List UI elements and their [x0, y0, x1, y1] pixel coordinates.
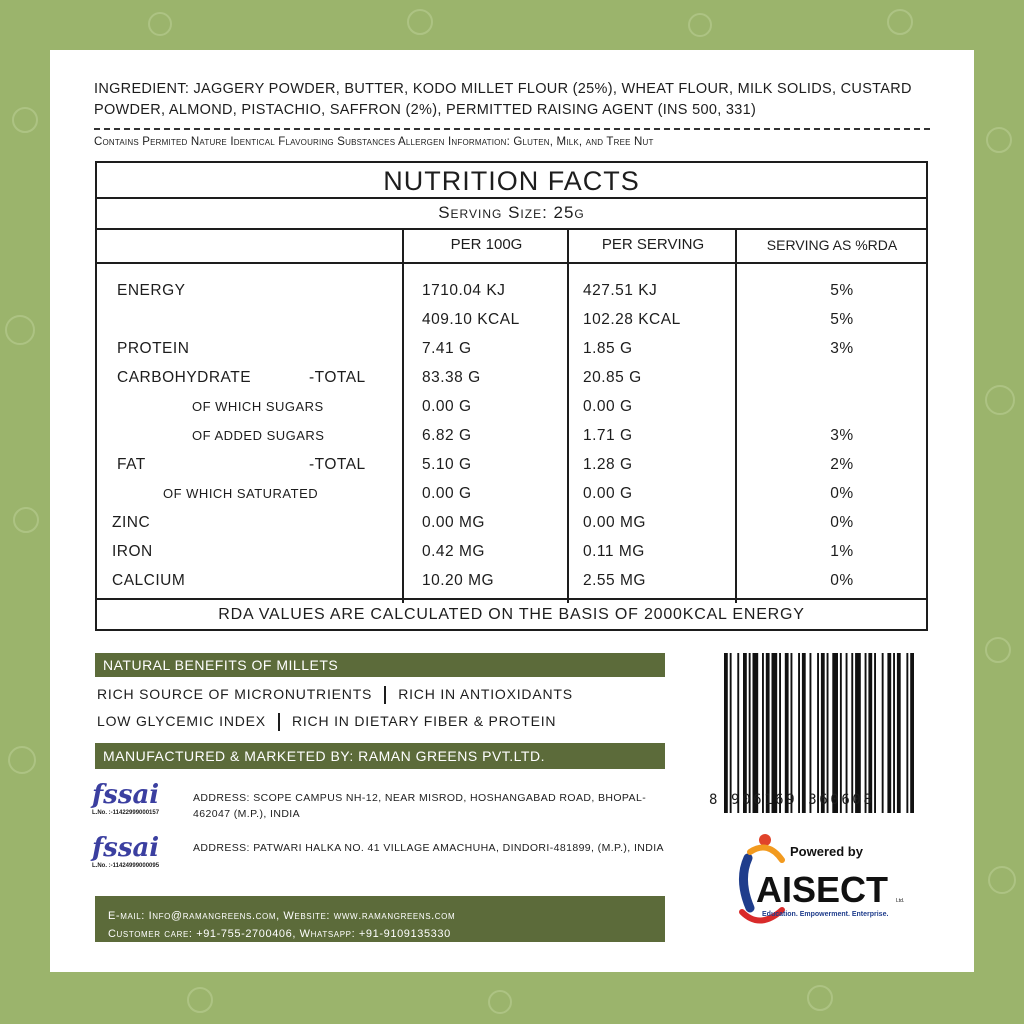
nutrient-label: IRON [112, 543, 153, 560]
table-row [97, 305, 926, 334]
contact-phone: Customer care: +91-755-2700406, Whatsapp: +91-9109135330 [108, 928, 451, 940]
per-serving-value: 427.51 KJ [583, 282, 658, 299]
dashed-divider [94, 128, 930, 130]
nutrient-label: OF ADDED SUGARS [192, 428, 325, 443]
fssai-logo-icon: fssai [92, 833, 160, 863]
per-100g-value: 409.10 KCAL [422, 311, 520, 328]
rda-value: 0% [830, 485, 854, 502]
barcode-bar [874, 653, 876, 813]
barcode-bar [724, 653, 728, 813]
per-serving-value: 0.00 G [583, 485, 633, 502]
benefit-item: LOW GLYCEMIC INDEX [97, 713, 266, 729]
benefits-title-bar: NATURAL BENEFITS OF MILLETS [95, 653, 665, 677]
table-row [97, 479, 926, 508]
benefit-item: RICH SOURCE OF MICRONUTRIENTS [97, 686, 373, 702]
separator [278, 713, 280, 731]
barcode-number: 8 906169 360608 [709, 792, 875, 808]
ingredients-text: INGREDIENT: JAGGERY POWDER, BUTTER, KODO MILLET FLOUR (25%), WHEAT FLOUR, MILK SOLIDS, CUSTARD POWDER, ALMOND, PISTACHIO, SAFFRON (2%), PERMITTED RAISING AGENT (INS 500, 331) [94, 81, 912, 118]
nutrient-label: PROTEIN [117, 340, 190, 357]
barcode-bar [865, 653, 867, 813]
allergen-text: Contains Permited Nature Identical Flavouring Substances Allergen Information: Gluten, Milk, and Tree Nut [94, 136, 654, 148]
rda-value: 0% [830, 572, 854, 589]
barcode-icon [722, 653, 966, 813]
table-row [97, 392, 926, 421]
separator [384, 686, 386, 704]
per-100g-value: 83.38 G [422, 369, 481, 386]
table-row [97, 276, 926, 305]
address-text: ADDRESS: PATWARI HALKA NO. 41 VILLAGE AMACHUHA, DINDORI-481899, (M.P.), INDIA [193, 842, 664, 854]
nutrient-label: CALCIUM [112, 572, 186, 589]
manufacturer-bar: MANUFACTURED & MARKETED BY: RAMAN GREENS PVT.LTD. [95, 743, 665, 769]
rda-value: 0% [830, 514, 854, 531]
contact-bar [95, 896, 665, 942]
barcode-bar [737, 653, 739, 813]
nutrient-label: ENERGY [117, 282, 186, 299]
nutrient-label: OF WHICH SATURATED [163, 486, 319, 501]
barcode-bar [910, 653, 914, 813]
barcode-bar [802, 653, 806, 813]
barcode-bar [846, 653, 848, 813]
barcode-bar [840, 653, 842, 813]
serving-size: Serving Size: 25g [97, 197, 926, 230]
fssai-license-number: L.No. :-11422999000157 [92, 810, 160, 816]
table-row [97, 508, 926, 537]
barcode-bar [779, 653, 781, 813]
table-row [97, 450, 926, 479]
nutrient-label: CARBOHYDRATE [117, 369, 252, 386]
barcode-bar [753, 653, 759, 813]
benefits-line [97, 686, 573, 704]
barcode-bar [887, 653, 891, 813]
barcode-bar [855, 653, 861, 813]
per-100g-value: 7.41 G [422, 340, 472, 357]
nutrient-total-label: -TOTAL [309, 369, 366, 386]
fssai-logo-icon: fssai [92, 780, 160, 810]
barcode-bar [743, 653, 747, 813]
per-serving-value: 0.11 MG [583, 543, 645, 560]
barcode-bar [832, 653, 838, 813]
per-serving-value: 102.28 KCAL [583, 311, 681, 328]
header-serving-rda: SERVING AS %RDA [766, 237, 898, 253]
per-serving-value: 2.55 MG [583, 572, 646, 589]
per-serving-value: 1.28 G [583, 456, 633, 473]
per-100g-value: 1710.04 KJ [422, 282, 506, 299]
barcode-bar [821, 653, 825, 813]
per-serving-value: 1.71 G [583, 427, 633, 444]
table-row [97, 334, 926, 363]
rda-value: 1% [830, 543, 854, 560]
barcode-bar [730, 653, 732, 813]
rda-value: 3% [830, 427, 854, 444]
fssai-badge [92, 833, 177, 869]
per-100g-value: 5.10 G [422, 456, 472, 473]
barcode-bar [766, 653, 770, 813]
rda-footnote: RDA VALUES ARE CALCULATED ON THE BASIS OF 2000KCAL ENERGY [97, 598, 926, 629]
barcode-bar [882, 653, 884, 813]
per-serving-value: 0.00 G [583, 398, 633, 415]
aisect-tagline: Education. Empowerment. Enterprise. [762, 911, 889, 918]
barcode-bar [798, 653, 800, 813]
header-per-100g: PER 100G [450, 236, 523, 253]
address-text: ADDRESS: SCOPE CAMPUS NH-12, NEAR MISROD, HOSHANGABAD ROAD, BHOPAL-462047 (M.P.), INDIA [193, 792, 647, 820]
benefit-item: RICH IN ANTIOXIDANTS [398, 686, 573, 702]
rda-value: 3% [830, 340, 854, 357]
nutrition-facts-table [95, 161, 928, 631]
aisect-wordmark: AISECT [756, 869, 889, 910]
rda-value: 5% [830, 311, 854, 328]
barcode-bar [772, 653, 778, 813]
rda-value: 5% [830, 282, 854, 299]
barcode-bar [893, 653, 895, 813]
header-per-serving: PER SERVING [601, 236, 705, 253]
fssai-badge [92, 780, 177, 816]
fssai-license-number: L.No. :-11424999000095 [92, 863, 160, 869]
nutrient-label: FAT [117, 456, 146, 473]
per-100g-value: 0.42 MG [422, 543, 485, 560]
nutrient-total-label: -TOTAL [309, 456, 366, 473]
barcode-bar [810, 653, 812, 813]
per-100g-value: 0.00 G [422, 485, 472, 502]
nutrition-header-row [97, 228, 926, 264]
barcode-bar [817, 653, 819, 813]
per-serving-value: 0.00 MG [583, 514, 646, 531]
per-100g-value: 0.00 G [422, 398, 472, 415]
barcode-bar [791, 653, 793, 813]
per-100g-value: 6.82 G [422, 427, 472, 444]
nutrient-label: OF WHICH SUGARS [192, 399, 324, 414]
rda-value: 2% [830, 456, 854, 473]
table-row [97, 363, 926, 392]
nutrition-title: NUTRITION FACTS [97, 163, 926, 199]
label-panel [50, 50, 974, 972]
benefit-item: RICH IN DIETARY FIBER & PROTEIN [291, 713, 557, 729]
table-row [97, 537, 926, 566]
per-serving-value: 20.85 G [583, 369, 642, 386]
barcode-bar [827, 653, 829, 813]
barcode-bar [749, 653, 751, 813]
table-row [97, 566, 926, 595]
barcode-bar [897, 653, 901, 813]
aisect-ltd-text: Ltd. [896, 898, 905, 904]
barcode-bar [785, 653, 789, 813]
per-100g-value: 10.20 MG [422, 572, 495, 589]
barcode-bar [851, 653, 853, 813]
benefits-line [97, 713, 556, 731]
per-serving-value: 1.85 G [583, 340, 633, 357]
table-row [97, 421, 926, 450]
barcode-bar [762, 653, 764, 813]
powered-by-text: Powered by [790, 844, 863, 859]
aisect-logo-icon [720, 830, 920, 940]
barcode-bar [868, 653, 872, 813]
barcode-bar [906, 653, 908, 813]
contact-email-website: E-mail: Info@ramangreens.com, Website: www.ramangreens.com [108, 910, 456, 922]
nutrient-label: ZINC [112, 514, 151, 531]
per-100g-value: 0.00 MG [422, 514, 485, 531]
